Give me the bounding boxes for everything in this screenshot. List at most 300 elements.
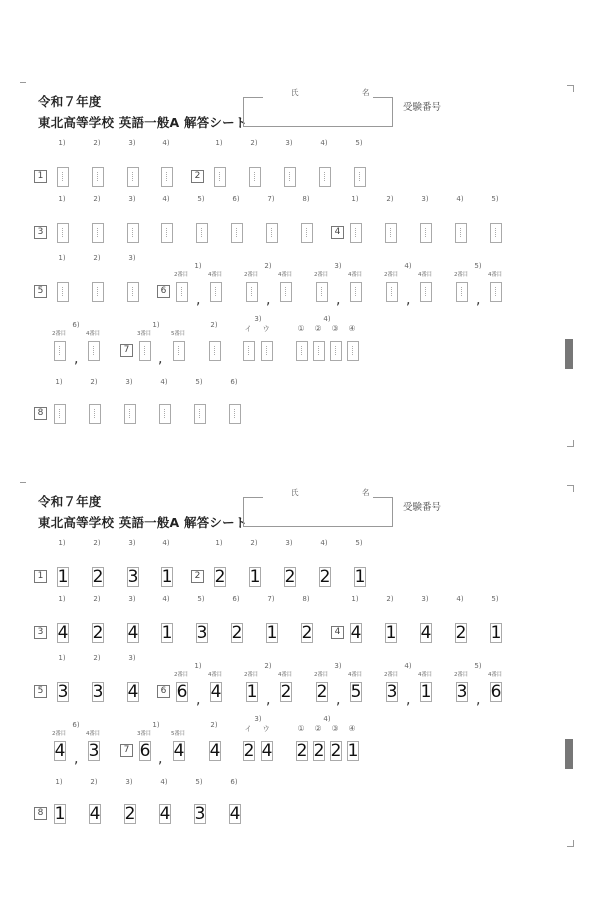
answer-box[interactable] [266, 623, 278, 643]
answer-box[interactable] [261, 741, 273, 761]
handwritten-answer: 4 [350, 623, 362, 643]
handwritten-answer: 2 [296, 741, 308, 761]
answer-box[interactable] [231, 223, 243, 243]
sub-question-label: 3) [421, 195, 429, 203]
answer-box[interactable] [89, 404, 101, 424]
answer-box[interactable] [54, 341, 66, 361]
answer-box[interactable] [243, 341, 255, 361]
name-field[interactable] [243, 97, 393, 127]
sub-question-label: 1) [58, 254, 66, 262]
sheet-title-school: 東北高等学校 英語一般A 解答シート [38, 115, 248, 130]
option-tag: ウ [262, 725, 270, 733]
answer-box[interactable] [229, 404, 241, 424]
answer-box[interactable] [89, 804, 101, 824]
answer-box[interactable] [456, 682, 468, 702]
box-divider [391, 287, 393, 296]
answer-box[interactable] [161, 567, 173, 587]
sub-question-label: 3) [334, 662, 342, 670]
box-divider [306, 228, 308, 237]
answer-box[interactable] [354, 567, 366, 587]
sub-question-label: 2) [264, 662, 272, 670]
answer-box[interactable] [54, 404, 66, 424]
position-tag: 2番目 [314, 672, 328, 678]
answer-box[interactable] [161, 223, 173, 243]
answer-box[interactable] [159, 404, 171, 424]
answer-sheet-blank [0, 50, 600, 490]
exam-number-label: 受験番号 [403, 102, 442, 113]
sub-question-label: 4) [160, 378, 168, 386]
answer-box[interactable] [54, 741, 66, 761]
answer-box[interactable] [386, 682, 398, 702]
comma: , [406, 292, 411, 308]
box-divider [144, 346, 146, 355]
answer-box[interactable] [194, 804, 206, 824]
handwritten-answer: 2 [316, 682, 328, 702]
box-divider [59, 346, 61, 355]
name-field[interactable] [243, 497, 393, 527]
answer-box[interactable] [127, 567, 139, 587]
answer-box[interactable] [296, 341, 308, 361]
answer-box[interactable] [173, 741, 185, 761]
box-divider [94, 409, 96, 418]
answer-box[interactable] [92, 223, 104, 243]
sub-question-label: 3) [128, 139, 136, 147]
answer-box[interactable] [350, 282, 362, 302]
position-tag: 4番目 [278, 672, 292, 678]
sub-question-label: 2) [93, 654, 101, 662]
answer-box[interactable] [455, 623, 467, 643]
sub-question-label: 5) [474, 262, 482, 270]
sub-question-label: 2) [93, 539, 101, 547]
answer-box[interactable] [92, 623, 104, 643]
handwritten-answer: 3 [194, 804, 206, 824]
answer-box[interactable] [301, 223, 313, 243]
sub-question-label: 1) [351, 595, 359, 603]
option-tag: ① [297, 724, 305, 733]
answer-box[interactable] [490, 223, 502, 243]
sub-question-label: 3) [128, 595, 136, 603]
answer-box[interactable] [296, 741, 308, 761]
handwritten-answer: 2 [280, 682, 292, 702]
handwritten-answer: 3 [196, 623, 208, 643]
answer-box[interactable] [161, 623, 173, 643]
position-tag: 2番目 [52, 731, 66, 737]
sub-question-label: 4) [323, 315, 331, 323]
answer-box[interactable] [313, 741, 325, 761]
answer-box[interactable] [210, 282, 222, 302]
answer-box[interactable] [124, 404, 136, 424]
sub-question-label: 3) [128, 195, 136, 203]
handwritten-answer: 2 [455, 623, 467, 643]
answer-box[interactable] [316, 682, 328, 702]
handwritten-answer: 3 [92, 682, 104, 702]
answer-box[interactable] [231, 623, 243, 643]
sub-question-label: 3) [128, 254, 136, 262]
answer-box[interactable] [246, 282, 258, 302]
answer-box[interactable] [261, 341, 273, 361]
position-tag: 4番目 [348, 272, 362, 278]
box-divider [321, 287, 323, 296]
handwritten-answer: 4 [127, 682, 139, 702]
answer-box[interactable] [127, 167, 139, 187]
option-tag: ④ [348, 724, 356, 733]
position-tag: 5番目 [171, 731, 185, 737]
answer-box[interactable] [354, 167, 366, 187]
position-tag: 4番目 [418, 672, 432, 678]
sub-question-label: 2) [210, 321, 218, 329]
sub-question-label: 2) [386, 195, 394, 203]
answer-box[interactable] [57, 567, 69, 587]
box-divider [178, 346, 180, 355]
option-tag: ④ [348, 324, 356, 333]
answer-box[interactable] [57, 682, 69, 702]
answer-box[interactable] [159, 804, 171, 824]
answer-box[interactable] [88, 341, 100, 361]
position-tag: 5番目 [171, 331, 185, 337]
answer-box[interactable] [280, 682, 292, 702]
option-tag: ② [314, 324, 322, 333]
registration-mark [567, 485, 574, 492]
sub-question-label: 8) [302, 195, 310, 203]
answer-box[interactable] [284, 167, 296, 187]
sub-question-label: 1) [351, 195, 359, 203]
sub-question-label: 3) [254, 715, 262, 723]
handwritten-answer: 1 [385, 623, 397, 643]
sub-question-label: 1) [55, 778, 63, 786]
answer-box[interactable] [127, 682, 139, 702]
answer-box[interactable] [490, 623, 502, 643]
name-label: 氏 名 [263, 487, 373, 498]
sub-question-label: 3) [254, 315, 262, 323]
sub-question-label: 2) [250, 139, 258, 147]
registration-mark [567, 840, 574, 847]
sub-question-label: 2) [93, 254, 101, 262]
answer-box[interactable] [316, 282, 328, 302]
handwritten-answer: 4 [261, 741, 273, 761]
answer-box[interactable] [229, 804, 241, 824]
question-number-4: 4 [331, 626, 344, 639]
answer-box[interactable] [490, 682, 502, 702]
answer-box[interactable] [246, 682, 258, 702]
handwritten-answer: 1 [347, 741, 359, 761]
comma: , [158, 751, 163, 767]
position-tag: 3番目 [137, 731, 151, 737]
handwritten-answer: 4 [159, 804, 171, 824]
comma: , [336, 292, 341, 308]
registration-mark [567, 440, 574, 447]
position-tag: 2番目 [384, 672, 398, 678]
answer-box[interactable] [176, 282, 188, 302]
question-number-7: 7 [120, 344, 133, 357]
answer-sheet-filled [0, 450, 600, 890]
sub-question-label: 4) [320, 539, 328, 547]
box-divider [425, 287, 427, 296]
handwritten-answer: 3 [88, 741, 100, 761]
position-tag: 4番目 [278, 272, 292, 278]
handwritten-answer: 4 [89, 804, 101, 824]
handwritten-answer: 2 [313, 741, 325, 761]
sub-question-label: 1) [152, 321, 160, 329]
sub-question-label: 5) [491, 195, 499, 203]
box-divider [166, 228, 168, 237]
position-tag: 3番目 [137, 331, 151, 337]
question-number-3: 3 [34, 626, 47, 639]
answer-box[interactable] [313, 341, 325, 361]
answer-box[interactable] [243, 741, 255, 761]
handwritten-answer: 4 [229, 804, 241, 824]
comma: , [406, 692, 411, 708]
comma: , [196, 292, 201, 308]
box-divider [359, 172, 361, 181]
box-divider [214, 346, 216, 355]
position-tag: 4番目 [86, 731, 100, 737]
handwritten-answer: 2 [92, 567, 104, 587]
handwritten-answer: 2 [231, 623, 243, 643]
box-divider [199, 409, 201, 418]
sub-question-label: 1) [58, 595, 66, 603]
sub-question-label: 8) [302, 595, 310, 603]
answer-box[interactable] [330, 341, 342, 361]
answer-box[interactable] [194, 404, 206, 424]
box-divider [97, 287, 99, 296]
box-divider [62, 287, 64, 296]
box-divider [248, 346, 250, 355]
box-divider [271, 228, 273, 237]
handwritten-answer: 1 [54, 804, 66, 824]
box-divider [425, 228, 427, 237]
answer-box[interactable] [319, 167, 331, 187]
handwritten-answer: 2 [124, 804, 136, 824]
answer-box[interactable] [209, 341, 221, 361]
answer-box[interactable] [385, 223, 397, 243]
answer-box[interactable] [420, 682, 432, 702]
answer-box[interactable] [386, 282, 398, 302]
sub-question-label: 1) [58, 654, 66, 662]
answer-box[interactable] [92, 167, 104, 187]
sub-question-label: 2) [210, 721, 218, 729]
answer-box[interactable] [127, 223, 139, 243]
sub-question-label: 1) [58, 539, 66, 547]
box-divider [132, 172, 134, 181]
box-divider [181, 287, 183, 296]
handwritten-answer: 3 [127, 567, 139, 587]
handwritten-answer: 6 [139, 741, 151, 761]
answer-box[interactable] [139, 341, 151, 361]
sub-question-label: 2) [250, 539, 258, 547]
position-tag: 2番目 [52, 331, 66, 337]
sub-question-label: 6) [72, 321, 80, 329]
sub-question-label: 3) [285, 139, 293, 147]
handwritten-answer: 4 [209, 741, 221, 761]
sub-question-label: 1) [215, 539, 223, 547]
question-number-4: 4 [331, 226, 344, 239]
answer-box[interactable] [124, 804, 136, 824]
option-tag: イ [244, 725, 252, 733]
box-divider [97, 228, 99, 237]
box-divider [62, 228, 64, 237]
answer-box[interactable] [92, 282, 104, 302]
handwritten-answer: 4 [420, 623, 432, 643]
sheet-title-year: 令和７年度 [38, 94, 102, 109]
handwritten-answer: 1 [161, 567, 173, 587]
answer-box[interactable] [214, 567, 226, 587]
question-number-5: 5 [34, 685, 47, 698]
answer-box[interactable] [330, 741, 342, 761]
sub-question-label: 1) [215, 139, 223, 147]
handwritten-answer: 1 [266, 623, 278, 643]
answer-box[interactable] [319, 567, 331, 587]
answer-box[interactable] [249, 167, 261, 187]
sub-question-label: 2) [90, 378, 98, 386]
answer-box[interactable] [347, 341, 359, 361]
box-divider [132, 228, 134, 237]
registration-mark [20, 82, 26, 89]
handwritten-answer: 4 [57, 623, 69, 643]
box-divider [301, 346, 303, 355]
box-divider [129, 409, 131, 418]
handwritten-answer: 3 [386, 682, 398, 702]
answer-box[interactable] [57, 282, 69, 302]
timing-mark [565, 739, 573, 769]
answer-box[interactable] [456, 282, 468, 302]
sheet-title-school: 東北高等学校 英語一般A 解答シート [38, 515, 248, 530]
question-number-6: 6 [157, 685, 170, 698]
comma: , [196, 692, 201, 708]
answer-box[interactable] [209, 741, 221, 761]
answer-box[interactable] [266, 223, 278, 243]
sub-question-label: 4) [456, 195, 464, 203]
box-divider [335, 346, 337, 355]
sub-question-label: 4) [162, 195, 170, 203]
sub-question-label: 3) [128, 654, 136, 662]
handwritten-answer: 2 [330, 741, 342, 761]
position-tag: 2番目 [244, 272, 258, 278]
answer-box[interactable] [57, 223, 69, 243]
position-tag: 4番目 [488, 672, 502, 678]
answer-box[interactable] [350, 682, 362, 702]
box-divider [201, 228, 203, 237]
box-divider [495, 287, 497, 296]
box-divider [59, 409, 61, 418]
answer-box[interactable] [420, 223, 432, 243]
answer-box[interactable] [420, 623, 432, 643]
position-tag: 2番目 [454, 272, 468, 278]
handwritten-answer: 1 [420, 682, 432, 702]
handwritten-answer: 2 [92, 623, 104, 643]
answer-box[interactable] [88, 741, 100, 761]
answer-box[interactable] [301, 623, 313, 643]
sub-question-label: 5) [195, 378, 203, 386]
comma: , [476, 292, 481, 308]
sub-question-label: 1) [152, 721, 160, 729]
answer-box[interactable] [196, 223, 208, 243]
position-tag: 2番目 [384, 272, 398, 278]
answer-box[interactable] [196, 623, 208, 643]
answer-box[interactable] [490, 282, 502, 302]
comma: , [74, 351, 79, 367]
handwritten-answer: 3 [57, 682, 69, 702]
answer-box[interactable] [280, 282, 292, 302]
answer-box[interactable] [57, 623, 69, 643]
answer-box[interactable] [92, 567, 104, 587]
question-number-3: 3 [34, 226, 47, 239]
answer-box[interactable] [350, 623, 362, 643]
option-tag: イ [244, 325, 252, 333]
position-tag: 4番目 [86, 331, 100, 337]
position-tag: 2番目 [454, 672, 468, 678]
handwritten-answer: 6 [490, 682, 502, 702]
sub-question-label: 6) [232, 195, 240, 203]
position-tag: 4番目 [348, 672, 362, 678]
question-number-5: 5 [34, 285, 47, 298]
position-tag: 4番目 [418, 272, 432, 278]
box-divider [460, 228, 462, 237]
answer-box[interactable] [92, 682, 104, 702]
box-divider [236, 228, 238, 237]
comma: , [336, 692, 341, 708]
answer-box[interactable] [214, 167, 226, 187]
sub-question-label: 3) [125, 378, 133, 386]
sub-question-label: 1) [194, 662, 202, 670]
answer-box[interactable] [173, 341, 185, 361]
position-tag: 2番目 [244, 672, 258, 678]
answer-box[interactable] [385, 623, 397, 643]
question-number-1: 1 [34, 570, 47, 583]
box-divider [164, 409, 166, 418]
answer-box[interactable] [54, 804, 66, 824]
sub-question-label: 5) [195, 778, 203, 786]
option-tag: ① [297, 324, 305, 333]
answer-box[interactable] [139, 741, 151, 761]
answer-box[interactable] [57, 167, 69, 187]
handwritten-answer: 1 [490, 623, 502, 643]
handwritten-answer: 4 [127, 623, 139, 643]
answer-box[interactable] [420, 282, 432, 302]
answer-box[interactable] [455, 223, 467, 243]
handwritten-answer: 1 [354, 567, 366, 587]
sub-question-label: 1) [58, 139, 66, 147]
answer-box[interactable] [176, 682, 188, 702]
comma: , [266, 292, 271, 308]
handwritten-answer: 2 [214, 567, 226, 587]
box-divider [234, 409, 236, 418]
answer-box[interactable] [249, 567, 261, 587]
comma: , [266, 692, 271, 708]
box-divider [254, 172, 256, 181]
question-number-6: 6 [157, 285, 170, 298]
position-tag: 4番目 [488, 272, 502, 278]
box-divider [355, 228, 357, 237]
answer-box[interactable] [127, 282, 139, 302]
handwritten-answer: 2 [243, 741, 255, 761]
handwritten-answer: 4 [173, 741, 185, 761]
answer-box[interactable] [284, 567, 296, 587]
option-tag: ③ [331, 724, 339, 733]
position-tag: 2番目 [174, 672, 188, 678]
handwritten-answer: 5 [350, 682, 362, 702]
answer-box[interactable] [127, 623, 139, 643]
sub-question-label: 6) [72, 721, 80, 729]
sub-question-label: 4) [162, 139, 170, 147]
option-tag: ③ [331, 324, 339, 333]
sub-question-label: 1) [55, 378, 63, 386]
answer-box[interactable] [210, 682, 222, 702]
sub-question-label: 5) [474, 662, 482, 670]
answer-box[interactable] [347, 741, 359, 761]
answer-box[interactable] [161, 167, 173, 187]
answer-box[interactable] [350, 223, 362, 243]
option-tag: ② [314, 724, 322, 733]
